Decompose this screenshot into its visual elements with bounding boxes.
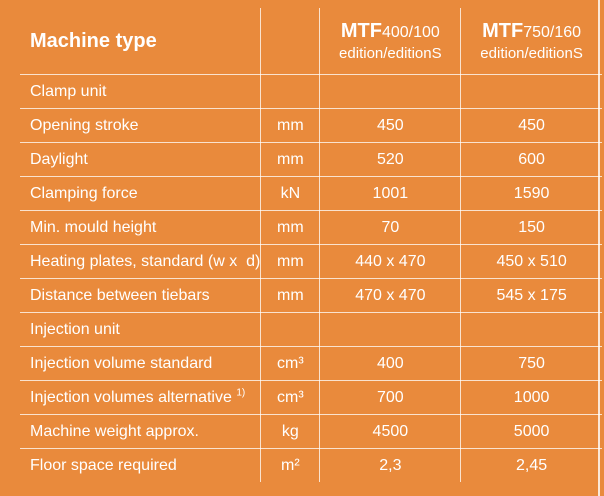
row-value-2: 5000 (461, 415, 602, 449)
row-value-2: 1000 (461, 381, 602, 415)
row-unit: mm (261, 211, 320, 245)
row-label: Machine weight approx. (20, 415, 261, 449)
row-unit: mm (261, 245, 320, 279)
row-value-2 (461, 313, 602, 347)
row-label: Opening stroke (20, 109, 261, 143)
row-value-2: 545 x 175 (461, 279, 602, 313)
row-value-1: 470 x 470 (320, 279, 461, 313)
model-1-size: 400/100 (381, 24, 440, 41)
section-row-clamp-unit (20, 75, 602, 109)
next-column-divider (598, 0, 600, 496)
row-label: Injection volume standard (20, 347, 261, 381)
spec-table (20, 8, 602, 482)
row-value-2: 2,45 (516, 456, 548, 474)
row-value-1 (320, 313, 461, 347)
row-unit (261, 75, 320, 109)
row-label: Min. mould height (20, 211, 261, 245)
footnote-marker: 1) (236, 387, 246, 399)
model-2-heading (461, 8, 602, 75)
row-value-1: 70 (320, 211, 461, 245)
row-unit (261, 313, 320, 347)
row-value-1: 4500 (320, 415, 461, 449)
row-label: Floor space required (20, 449, 261, 483)
table-row (20, 211, 602, 245)
table-row (20, 381, 602, 415)
row-unit: kN (261, 177, 320, 211)
model-2-name: MTF (482, 20, 524, 42)
row-unit: mm (261, 143, 320, 177)
row-label-with-footnote (20, 381, 261, 415)
row-unit: mm (261, 279, 320, 313)
row-unit: cm³ (261, 347, 320, 381)
row-value-1: 450 (320, 109, 461, 143)
row-value-2: 750 (461, 347, 602, 381)
row-value-2: 600 (461, 143, 602, 177)
table-row (20, 347, 602, 381)
row-label: Injection volumes alternative (30, 388, 232, 406)
model-1-name: MTF (340, 20, 382, 42)
row-label: Clamping force (20, 177, 261, 211)
row-value-1 (320, 75, 461, 109)
row-value-1: 2,3 (320, 449, 461, 483)
row-label: Daylight (20, 143, 261, 177)
row-value-1: 1001 (320, 177, 461, 211)
row-value-2 (461, 75, 602, 109)
header-row (20, 8, 602, 75)
row-unit: cm³ (261, 381, 320, 415)
table-row (20, 177, 602, 211)
table-row (20, 245, 602, 279)
row-value-2: 450 (461, 109, 602, 143)
row-value-1: 520 (320, 143, 461, 177)
section-row-injection-unit (20, 313, 602, 347)
model-2-edition: edition/editionS (480, 45, 583, 62)
row-value-1: 400 (320, 347, 461, 381)
row-unit: kg (261, 415, 320, 449)
row-label: Clamp unit (20, 75, 261, 109)
table-row (20, 415, 602, 449)
machine-type-heading: Machine type (20, 8, 261, 75)
model-1-heading (320, 8, 461, 75)
row-label: Injection unit (20, 313, 261, 347)
table-row (20, 109, 602, 143)
row-value-2: 1590 (461, 177, 602, 211)
row-unit: m² (261, 449, 320, 483)
model-1-edition: edition/editionS (339, 45, 442, 62)
row-label: Heating plates, standard (w x d) (20, 245, 261, 279)
model-2-size: 750/160 (523, 24, 582, 41)
unit-heading (261, 8, 320, 75)
table-row (20, 143, 602, 177)
table-row (20, 279, 602, 313)
row-value-2: 450 x 510 (461, 245, 602, 279)
table-row (20, 449, 602, 483)
row-value-2: 150 (461, 211, 602, 245)
row-label: Distance between tiebars (20, 279, 261, 313)
row-unit: mm (261, 109, 320, 143)
row-value-1: 700 (320, 381, 461, 415)
row-value-1: 440 x 470 (320, 245, 461, 279)
